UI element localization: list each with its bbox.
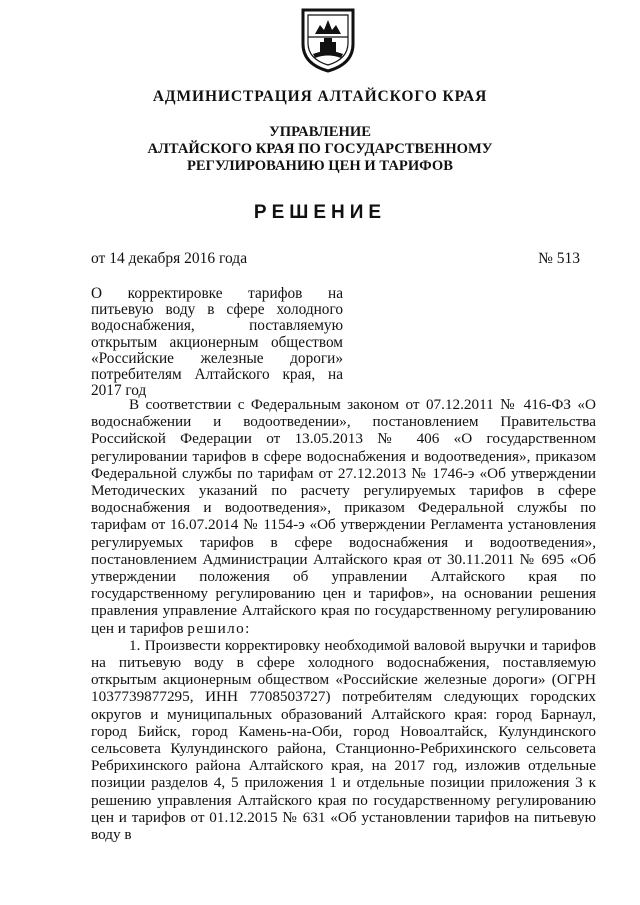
- document-body: [91, 396, 596, 843]
- administration-name: АДМИНИСТРАЦИЯ АЛТАЙСКОГО КРАЯ: [152, 88, 488, 105]
- department-line: РЕГУЛИРОВАНИЮ ЦЕН И ТАРИФОВ: [187, 158, 453, 174]
- department-line: АЛТАЙСКОГО КРАЯ ПО ГОСУДАРСТВЕННОМУ: [147, 141, 493, 157]
- department-line: УПРАВЛЕНИЕ: [269, 124, 371, 140]
- document-type-title: РЕШЕНИЕ: [253, 202, 387, 223]
- department-name: [0, 124, 640, 175]
- coat-of-arms-icon: [297, 4, 359, 74]
- preamble-paragraph: [91, 396, 596, 637]
- item-1-paragraph: 1. Произвести корректировку необходимой валовой выручки и тарифов на питьевую воду в сфере холодного водоснабжения, поставляемую открытым акционерным обществом «Российские железные дороги» (ОГРН 1037739877295, ИНН 7708503727) потребителям следующих городских округов и муниципальных образований Алтайского края: город Барнаул, город Бийск, город Камень-на-Оби, город Новоалтайск, Кулундинского сельсовета Кулундинского района, Станционно-Ребрихинского сельсовета Ребрихинского района Алтайского края, на 2017 год, изложив отдельные позиции разделов 4, 5 приложения 1 и отдельные позиции приложения 3 к решению управления Алтайского края по государственному регулированию цен и тарифов от 01.12.2015 № 631 «Об установлении тарифов на питьевую воду в: [91, 636, 596, 844]
- document-number: № 513: [538, 250, 580, 267]
- preamble-text: В соответствии с Федеральным законом от 07.12.2011 № 416-ФЗ «О водоснабжении и водоотведении», постановлением Правительства Российской Федерации от 13.05.2013 № 406 «О государственном регулировании тарифов в сфере водоснабжения и водоотведения», приказом Федеральной службы по тарифам от 27.12.2013 № 1746-э «Об утверждении Методических указаний по расчету регулируемых тарифов в сфере водоснабжения и водоотведения», приказом Федеральной службы по тарифам от 16.07.2014 № 1154-э «Об утверждении Регламента установления регулируемых тарифов в сфере водоснабжения и водоотведения», постановлением Администрации Алтайского края от 30.11.2011 № 695 «Об утверждении положения об управлении Алтайского края по государственному регулированию цен и тарифов», на основании решения правления управление Алтайского края по государственному регулированию цен и тарифов: [91, 396, 596, 637]
- document-subject: О корректировке тарифов на питьевую воду в сфере холодного водоснабжения, поставляемую открытым акционерным обществом «Российские железные дороги» потребителям Алтайского края, на 2017 год: [91, 285, 343, 400]
- decided-word: решило:: [187, 619, 251, 637]
- document-date: от 14 декабря 2016 года: [91, 250, 248, 267]
